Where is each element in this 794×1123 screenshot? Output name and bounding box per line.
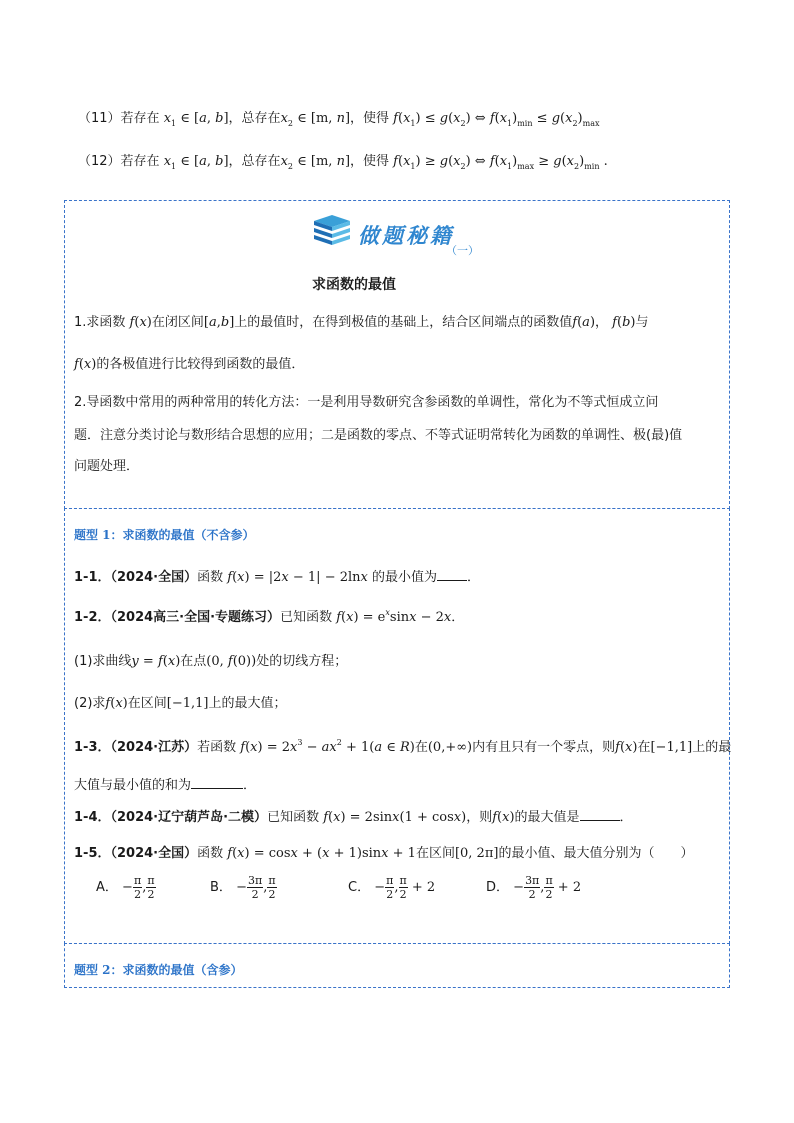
tips-p2-line2: 题．注意分类讨论与数形结合思想的应用；二是函数的零点、不等式证明常转化为函数的单调性、极(最)值 bbox=[74, 428, 683, 443]
tips-logo bbox=[312, 213, 352, 251]
tips-p1-line1: 1.求函数 f(x)在闭区间[a,b]上的最值时，在得到极值的基础上，结合区间端点的函数值f(a)， f(b)与 bbox=[74, 315, 649, 330]
option-c[interactable]: C． − $\frac{\pi}{2}$ , $\frac{\pi}{2}$ + 2 bbox=[348, 874, 436, 901]
option-d[interactable]: D． − $\frac{3\pi}{2}$ , $\frac{\pi}{2}$ + 2 bbox=[486, 874, 582, 901]
tips-logo-text: 做题秘籍 bbox=[358, 223, 454, 248]
question-1-1: 1-1．（2024·全国）函数 f(x) = |2x − 1| − 2lnx 的最小值为 ． bbox=[74, 570, 481, 585]
item-12: （12）若存在 $x_1$ ∈ [a, b]，总存在$x_2$ ∈ [m, n]，使得 $f(x_1) \ge g(x_2)$ ⇔ $f(x_1)_{max} \ge g(x_2)_{min}$ . bbox=[78, 154, 608, 171]
question-1-3: 1-3．（2024·江苏）若函数 $f(x) = 2x^3 - ax^2 + 1(a$ ∈ R)在(0,+∞)内有且只有一个零点，则f(x)在[−1,1]上的最 bbox=[74, 738, 732, 755]
item-11: （11）若存在 $x_1$ ∈ [a, b]，总存在$x_2$ ∈ [m, n]，使得 $f(x_1) \le g(x_2)$ ⇔ $f(x_1)_{min} \le g(x_2)_{max}$ bbox=[78, 111, 600, 128]
tips-p2-line3: 问题处理． bbox=[74, 459, 140, 474]
tips-p2-line1: 2.导函数中常用的两种常用的转化方法：一是利用导数研究含参函数的单调性，常化为不等式恒成立问 bbox=[74, 395, 659, 410]
option-a[interactable]: A． − $\frac{\pi}{2}$ , $\frac{\pi}{2}$ bbox=[96, 874, 155, 901]
topic1-title: 题型 1：求函数的最值（不含参） bbox=[74, 528, 255, 542]
question-1-4: 1-4．（2024·辽宁葫芦岛·二模）已知函数 f(x) = 2sinx(1 + cosx)，则f(x)的最大值是 ． bbox=[74, 810, 633, 825]
tips-logo-sub: （一） bbox=[446, 244, 479, 257]
question-1-2: 1-2．（2024高三·全国·专题练习）已知函数 $f(x) = e^x\sin x - 2x$． bbox=[74, 608, 465, 625]
question-1-3-line2: 大值与最小值的和为 ． bbox=[74, 778, 257, 793]
question-1-2-part2: (2)求f(x)在区间[−1,1]上的最大值； bbox=[74, 696, 287, 711]
book-stack-icon bbox=[312, 213, 352, 247]
option-b[interactable]: B． − $\frac{3\pi}{2}$ , $\frac{\pi}{2}$ bbox=[210, 874, 276, 901]
tips-title: 求函数的最值 bbox=[312, 277, 396, 293]
question-1-2-part1: (1)求曲线y = f(x)在点(0, f(0))处的切线方程； bbox=[74, 654, 348, 669]
question-1-5: 1-5．（2024·全国）函数 f(x) = cosx + (x + 1)sinx + 1在区间[0, 2π]的最小值、最大值分别为（ ） bbox=[74, 846, 694, 861]
tips-p1-line2: f(x)的各极值进行比较得到函数的最值． bbox=[74, 357, 305, 372]
topic2-title: 题型 2：求函数的最值（含参） bbox=[74, 963, 243, 977]
